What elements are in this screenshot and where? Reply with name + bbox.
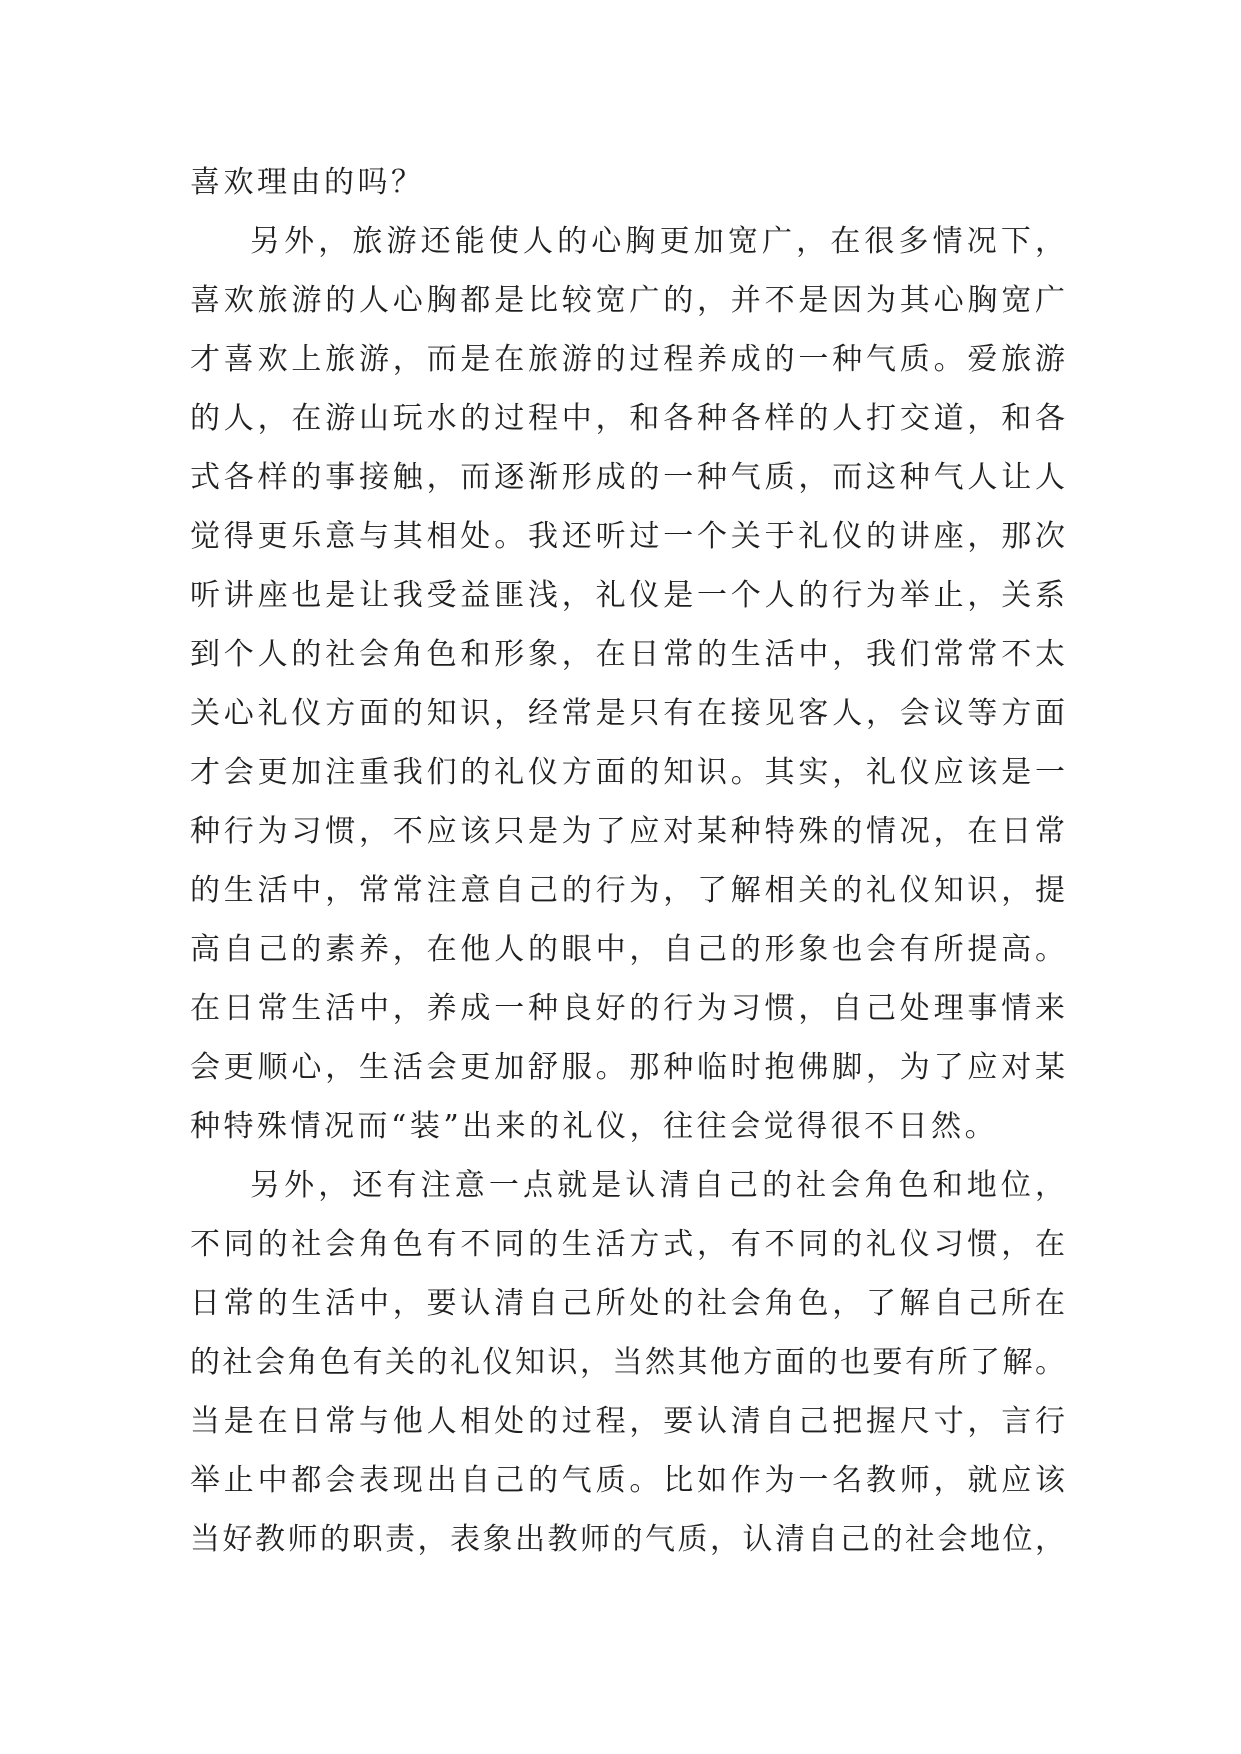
text-line: 听讲座也是让我受益匪浅，礼仪是一个人的行为举止，关系 <box>190 578 1065 613</box>
text-line: 关心礼仪方面的知识，经常是只有在接见客人，会议等方面 <box>190 696 1065 731</box>
text-line: 的生活中，常常注意自己的行为，了解相关的礼仪知识，提 <box>190 873 1065 908</box>
text-line: 才喜欢上旅游，而是在旅游的过程养成的一种气质。爱旅游 <box>190 342 1065 377</box>
text-line: 高自己的素养，在他人的眼中，自己的形象也会有所提高。 <box>190 932 1065 967</box>
paragraph <box>190 1156 1065 1569</box>
text-line: 喜欢理由的吗？ <box>190 165 425 200</box>
text-line: 的人，在游山玩水的过程中，和各种各样的人打交道，和各 <box>190 401 1065 436</box>
text-line: 另外，还有注意一点就是认清自己的社会角色和地位， <box>250 1168 1065 1203</box>
text-line: 喜欢旅游的人心胸都是比较宽广的，并不是因为其心胸宽广 <box>190 283 1065 318</box>
text-line: 当是在日常与他人相处的过程，要认清自己把握尺寸，言行 <box>190 1404 1065 1439</box>
text-line: 才会更加注重我们的礼仪方面的知识。其实，礼仪应该是一 <box>190 755 1065 790</box>
text-line: 种特殊情况而“装”出来的礼仪，往往会觉得很不日然。 <box>190 1109 999 1144</box>
text-line: 日常的生活中，要认清自己所处的社会角色，了解自己所在 <box>190 1286 1065 1321</box>
text-line: 觉得更乐意与其相处。我还听过一个关于礼仪的讲座，那次 <box>190 519 1065 554</box>
text-line: 不同的社会角色有不同的生活方式，有不同的礼仪习惯，在 <box>190 1227 1065 1262</box>
text-line: 另外，旅游还能使人的心胸更加宽广，在很多情况下， <box>250 224 1065 259</box>
text-line: 在日常生活中，养成一种良好的行为习惯，自己处理事情来 <box>190 991 1065 1026</box>
text-line: 举止中都会表现出自己的气质。比如作为一名教师，就应该 <box>190 1463 1065 1498</box>
document-body <box>190 153 1065 1569</box>
text-line: 到个人的社会角色和形象，在日常的生活中，我们常常不太 <box>190 637 1065 672</box>
text-line: 当好教师的职责，表象出教师的气质，认清自己的社会地位， <box>190 1522 1065 1557</box>
text-line: 种行为习惯，不应该只是为了应对某种特殊的情况，在日常 <box>190 814 1065 849</box>
text-line: 会更顺心，生活会更加舒服。那种临时抱佛脚，为了应对某 <box>190 1050 1065 1085</box>
paragraph <box>190 212 1065 1156</box>
paragraph <box>190 153 1065 212</box>
text-line: 式各样的事接触，而逐渐形成的一种气质，而这种气人让人 <box>190 460 1065 495</box>
text-line: 的社会角色有关的礼仪知识，当然其他方面的也要有所了解。 <box>190 1345 1065 1380</box>
